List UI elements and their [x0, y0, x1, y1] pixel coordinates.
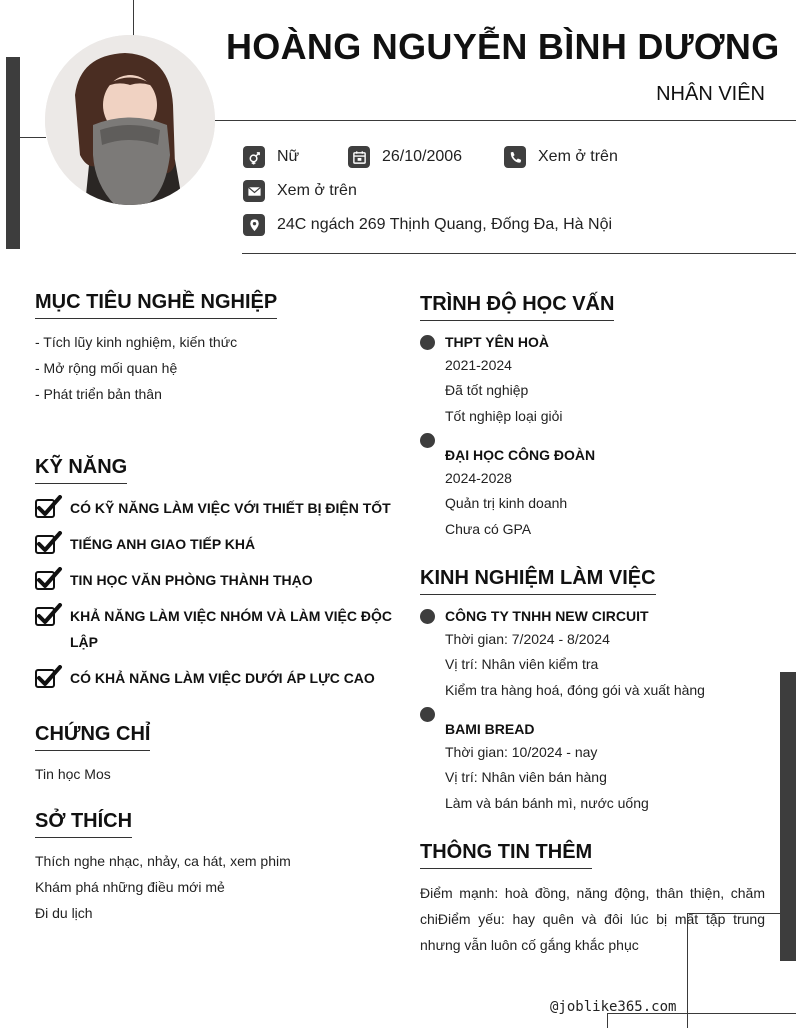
timeline-dot [420, 707, 435, 722]
email-row [243, 180, 357, 202]
objective-item: - Phát triển bản thân [35, 386, 162, 402]
skill-item [35, 603, 392, 655]
phone-value: Xem ở trên [538, 148, 618, 165]
email-value: Xem ở trên [277, 182, 357, 199]
gender-value: Nữ [277, 148, 300, 165]
check-icon [35, 603, 63, 627]
school-detail: Quản trị kinh doanh [445, 495, 568, 511]
skill-item [35, 495, 391, 521]
school-detail: Tốt nghiệp loại giỏi [445, 408, 563, 424]
school-period: 2024-2028 [445, 470, 512, 486]
phone-icon [504, 146, 526, 168]
contact-divider [242, 253, 796, 254]
hobby-item: Thích nghe nhạc, nhảy, ca hát, xem phim [35, 853, 291, 869]
additional-info-title: THÔNG TIN THÊM [420, 841, 592, 869]
job-description: Kiểm tra hàng hoá, đóng gói và xuất hàng [445, 682, 705, 698]
hobby-item: Đi du lịch [35, 905, 93, 921]
timeline-dot [420, 609, 435, 624]
timeline-dot [420, 433, 435, 448]
skill-label: TIN HỌC VĂN PHÒNG THÀNH THẠO [70, 572, 313, 588]
additional-line: nhưng vẫn luôn cố gắng khắc phục [420, 937, 639, 953]
skill-label-line: KHẢ NĂNG LÀM VIỆC NHÓM VÀ LÀM VIỆC ĐỘC [70, 608, 392, 624]
education-title: TRÌNH ĐỘ HỌC VẤN [420, 293, 614, 321]
company-name: CÔNG TY TNHH NEW CIRCUIT [445, 608, 649, 624]
candidate-name: HOÀNG NGUYỄN BÌNH DƯƠNG [226, 26, 780, 67]
left-accent-bar [6, 57, 20, 249]
school-period: 2021-2024 [445, 357, 512, 373]
calendar-icon [348, 146, 370, 168]
additional-line: Điểm mạnh: hoà đồng, năng động, thân thiện, chăm [420, 885, 765, 901]
top-vertical-line [133, 0, 134, 36]
additional-line: chiĐiểm yếu: hay quên và đôi lúc bị mất tập trung [420, 911, 765, 927]
skill-label: TIẾNG ANH GIAO TIẾP KHÁ [70, 536, 256, 552]
header-divider [215, 120, 796, 121]
profile-photo [45, 35, 215, 205]
job-position: Vị trí: Nhân viên bán hàng [445, 769, 607, 785]
skill-label-line: LẬP [70, 634, 98, 650]
school-name: THPT YÊN HOÀ [445, 334, 549, 350]
school-detail: Chưa có GPA [445, 521, 532, 537]
footer-watermark: @joblike365.com [550, 999, 677, 1015]
check-icon [35, 665, 63, 689]
location-icon [243, 214, 265, 236]
job-time: Thời gian: 7/2024 - 8/2024 [445, 631, 610, 647]
skills-title: KỸ NĂNG [35, 456, 127, 484]
objective-item: - Tích lũy kinh nghiệm, kiến thức [35, 334, 238, 350]
gender-row [243, 146, 299, 168]
right-accent-bar [780, 672, 796, 961]
phone-row [504, 146, 618, 168]
gender-icon [243, 146, 265, 168]
skill-label: CÓ KỸ NĂNG LÀM VIỆC VỚI THIẾT BỊ ĐIỆN TỐT [70, 500, 391, 516]
certificate-item: Tin học Mos [35, 766, 111, 782]
check-icon [35, 495, 63, 519]
job-time: Thời gian: 10/2024 - nay [445, 744, 598, 760]
skill-item [35, 665, 375, 691]
address-row [243, 214, 612, 236]
objective-title: MỤC TIÊU NGHỀ NGHIỆP [35, 291, 277, 319]
job-position: Vị trí: Nhân viên kiểm tra [445, 656, 599, 672]
school-name: ĐẠI HỌC CÔNG ĐOÀN [445, 447, 596, 463]
job-description: Làm và bán bánh mì, nước uống [445, 795, 649, 811]
hobby-item: Khám phá những điều mới mẻ [35, 879, 225, 895]
additional-info-text [420, 880, 765, 958]
certificates-title: CHỨNG CHỈ [35, 723, 150, 751]
skill-label [70, 603, 392, 655]
check-icon [35, 531, 63, 555]
skill-label: CÓ KHẢ NĂNG LÀM VIỆC DƯỚI ÁP LỰC CAO [70, 670, 375, 686]
email-icon [243, 180, 265, 202]
skill-item [35, 567, 313, 593]
company-name: BAMI BREAD [445, 721, 535, 737]
objective-item: - Mở rộng mối quan hệ [35, 360, 178, 376]
birthday-row [348, 146, 462, 168]
skill-item [35, 531, 255, 557]
corner-line-v2 [607, 1013, 608, 1028]
timeline-dot [420, 335, 435, 350]
check-icon [35, 567, 63, 591]
job-title: NHÂN VIÊN [656, 83, 765, 105]
hobbies-title: SỞ THÍCH [35, 810, 132, 838]
address-value: 24C ngách 269 Thịnh Quang, Đống Đa, Hà Nội [277, 216, 613, 233]
left-horizontal-line [20, 137, 46, 138]
experience-title: KINH NGHIỆM LÀM VIỆC [420, 567, 656, 595]
birthday-value: 26/10/2006 [382, 148, 463, 165]
school-detail: Đã tốt nghiệp [445, 382, 529, 398]
